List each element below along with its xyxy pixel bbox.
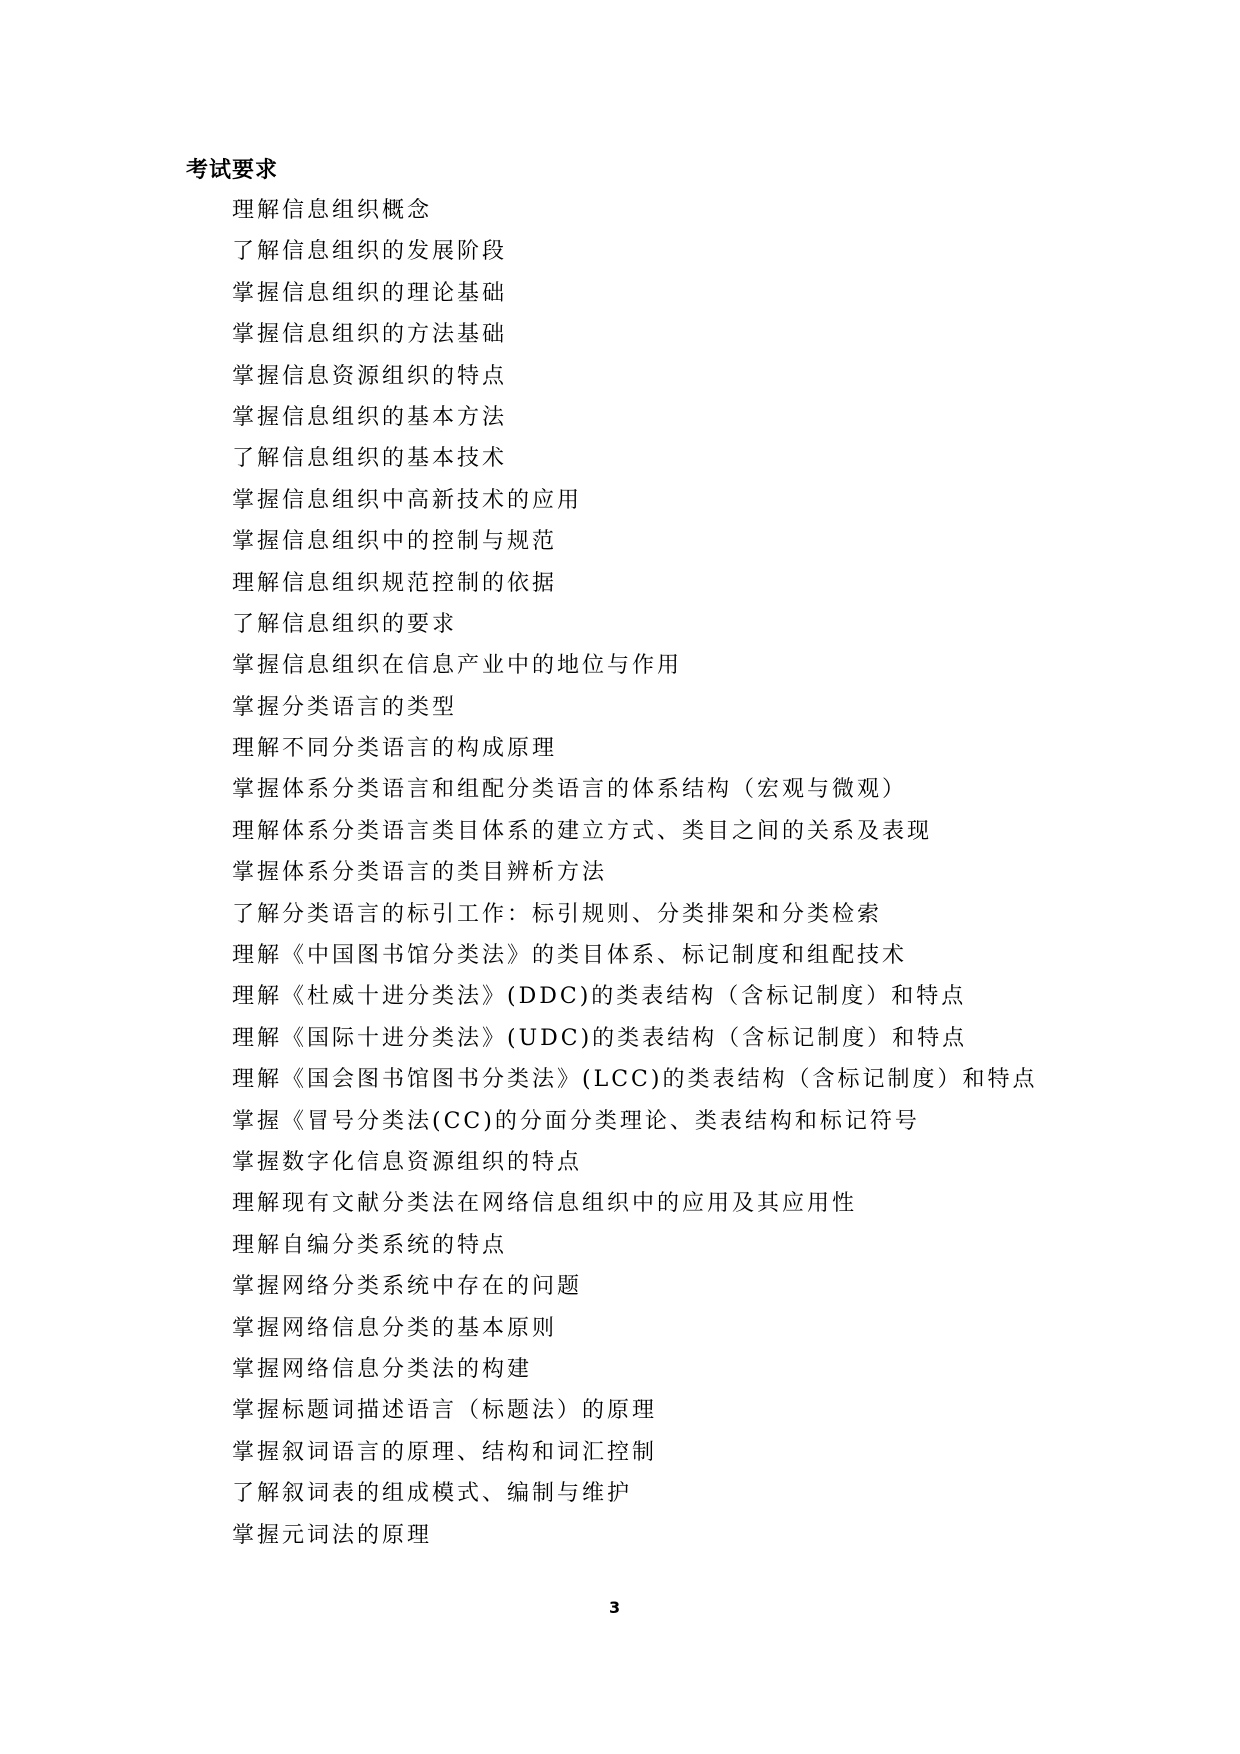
requirement-item: 理解《国际十进分类法》(UDC)的类表结构（含标记制度）和特点 [232,1025,968,1051]
requirement-item: 掌握分类语言的类型 [232,694,458,720]
requirement-item: 掌握标题词描述语言（标题法）的原理 [232,1398,658,1424]
requirement-item: 掌握体系分类语言的类目辨析方法 [232,860,608,886]
requirement-item: 了解信息组织的发展阶段 [232,239,508,265]
requirement-item: 了解信息组织的基本技术 [232,446,508,472]
requirement-item: 理解现有文献分类法在网络信息组织中的应用及其应用性 [232,1191,858,1217]
requirement-item: 理解体系分类语言类目体系的建立方式、类目之间的关系及表现 [232,818,933,844]
requirement-item: 理解《国会图书馆图书分类法》(LCC)的类表结构（含标记制度）和特点 [232,1067,1038,1093]
requirement-item: 掌握叙词语言的原理、结构和词汇控制 [232,1439,658,1465]
requirement-item: 了解分类语言的标引工作：标引规则、分类排架和分类检索 [232,901,883,927]
requirement-item: 理解信息组织规范控制的依据 [232,570,558,596]
requirement-item: 理解《杜威十进分类法》(DDC)的类表结构（含标记制度）和特点 [232,984,967,1010]
requirements-list [232,195,1037,1561]
requirement-item: 掌握网络信息分类的基本原则 [232,1315,558,1341]
section-heading: 考试要求 [186,158,279,183]
requirement-item: 掌握数字化信息资源组织的特点 [232,1149,583,1175]
requirement-item: 理解《中国图书馆分类法》的类目体系、标记制度和组配技术 [232,943,908,969]
requirement-item: 掌握体系分类语言和组配分类语言的体系结构（宏观与微观） [232,777,908,803]
requirement-item: 理解自编分类系统的特点 [232,1232,508,1258]
requirement-item: 理解不同分类语言的构成原理 [232,736,558,762]
requirement-item: 掌握信息组织在信息产业中的地位与作用 [232,653,683,679]
requirement-item: 掌握信息组织的基本方法 [232,404,508,430]
requirement-item: 掌握信息组织的方法基础 [232,322,508,348]
requirement-item: 掌握元词法的原理 [232,1522,433,1548]
requirement-item: 掌握信息组织中高新技术的应用 [232,487,583,513]
requirement-item: 掌握《冒号分类法(CC)的分面分类理论、类表结构和标记符号 [232,1108,920,1134]
requirement-item: 了解叙词表的组成模式、编制与维护 [232,1481,633,1507]
requirement-item: 了解信息组织的要求 [232,611,458,637]
requirement-item: 掌握网络信息分类法的构建 [232,1356,533,1382]
requirement-item: 掌握网络分类系统中存在的问题 [232,1274,583,1300]
page-number: 3 [609,1598,621,1617]
requirement-item: 理解信息组织概念 [232,198,433,223]
requirement-item: 掌握信息组织中的控制与规范 [232,529,558,555]
requirement-item: 掌握信息资源组织的特点 [232,363,508,389]
requirement-item: 掌握信息组织的理论基础 [232,280,508,306]
